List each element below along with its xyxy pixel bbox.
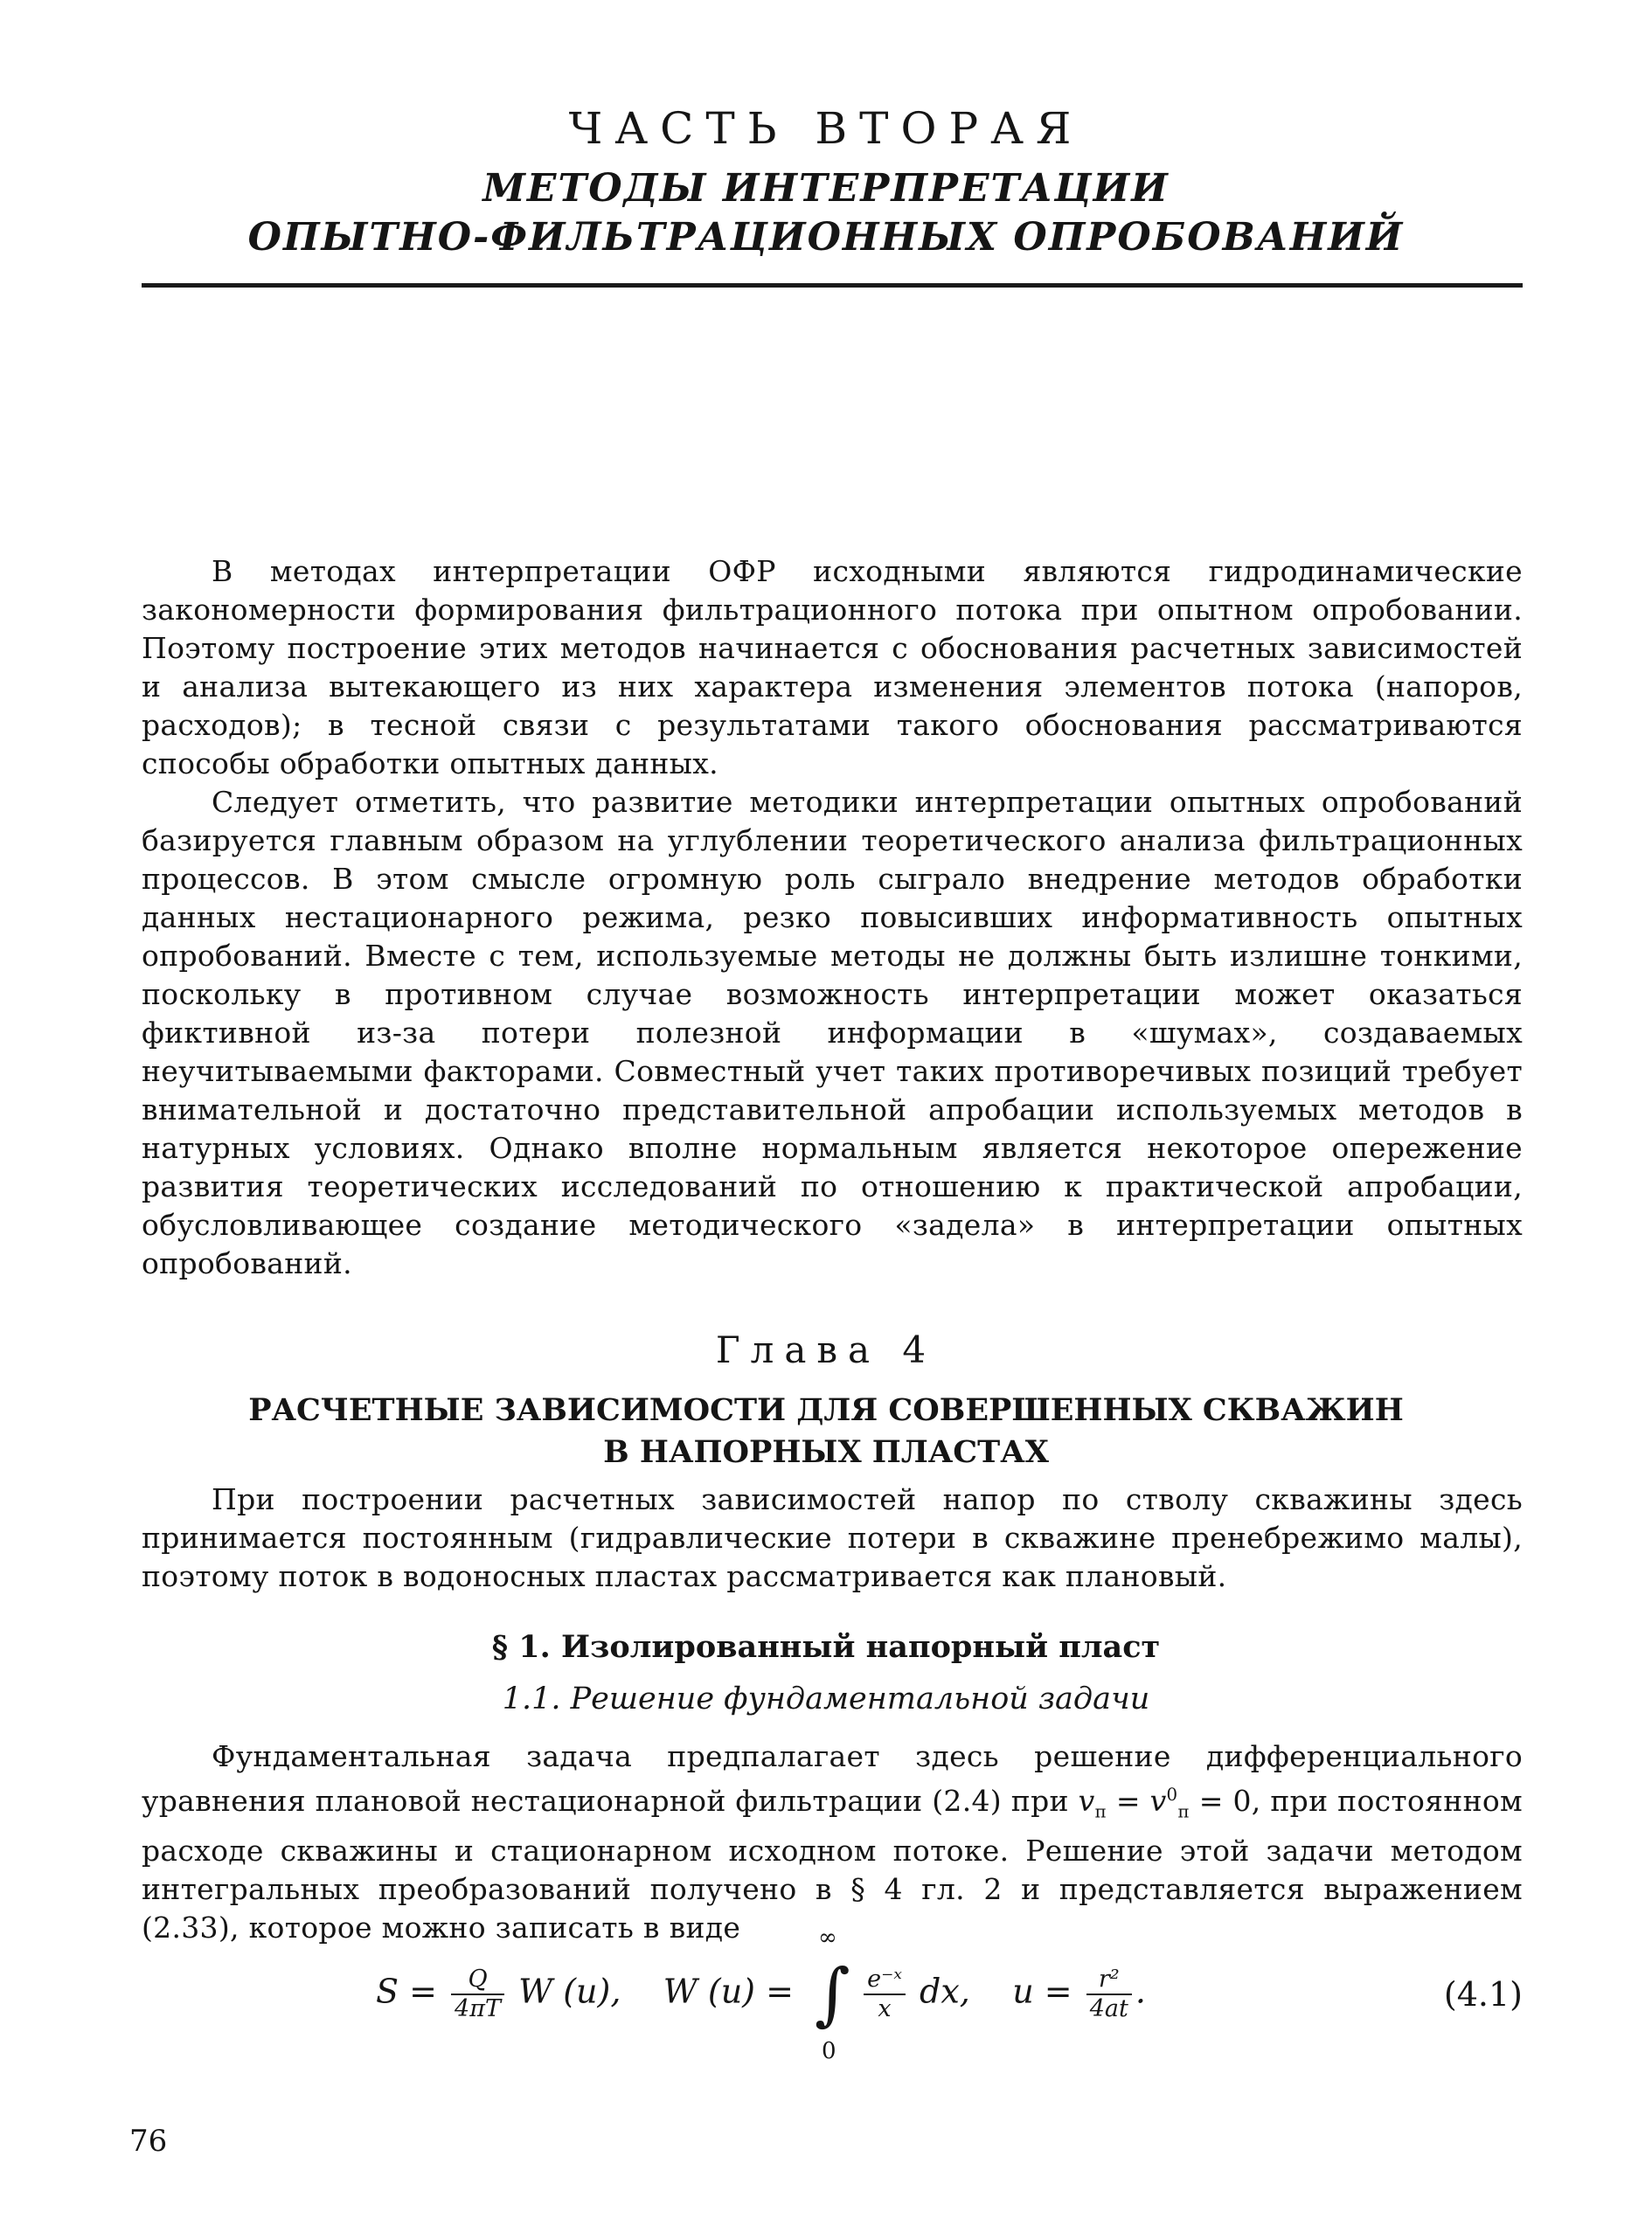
formula-fraction-r <box>1086 1966 1132 2023</box>
integral-symbol <box>809 1924 850 2064</box>
cond-sup-b: 0 <box>1166 1785 1178 1805</box>
formula-w1: W (u), <box>518 1972 621 2011</box>
equation-number: (4.1) <box>1443 1975 1523 2014</box>
formula-4-1 <box>376 1924 1523 2073</box>
subsection-title: 1.1. Решение фундаментальной задачи <box>502 1682 1150 1716</box>
chapter-paragraph: При построении расчетных зависимостей напор по стволу скважины здесь принимается постоянным (гидравлические потери в скважине пренебрежимо малы), поэтому поток в водоносных пластах рассматривается как плановый. <box>142 1482 1523 1593</box>
chapter-label: Глава 4 <box>715 1328 937 1371</box>
fraction-numerator: e⁻ˣ <box>864 1966 906 1995</box>
fraction-numerator: Q <box>451 1966 504 1995</box>
section-title: § 1. Изолированный напорный пласт <box>491 1629 1161 1665</box>
formula-dx: dx, <box>920 1972 970 2011</box>
title-rule <box>142 283 1523 288</box>
cond-var-a: v <box>1078 1784 1095 1818</box>
section-text-start: Фундаментальная задача предпалагает здесь решение дифференциального уравнения плановой нестационарной фильтрации (2.4) при <box>142 1739 1523 1818</box>
fraction-denominator: 4at <box>1089 1995 1128 2022</box>
formula-w2: W (u) = <box>663 1972 794 2011</box>
chapter-title-line2: В НАПОРНЫХ ПЛАСТАХ <box>603 1434 1049 1470</box>
intro-paragraph-1: В методах интерпретации ОФР исходными являются гидродинамические закономерности формирования фильтрационного потока при опытном опробовании. Поэтому построение этих методов начинается с обоснования расчетных зависимостей и анализа вытекающего из них характера изменения элементов потока (напоров, расходов); в тесной связи с результатами такого обоснования рассматриваются способы обработки опытных данных. <box>142 554 1523 780</box>
cond-eq: = v <box>1107 1784 1167 1818</box>
integral-lower-limit: 0 <box>822 2038 836 2064</box>
part-subtitle-line1: МЕТОДЫ ИНТЕРПРЕТАЦИИ <box>482 166 1170 211</box>
formula-lhs: S = <box>376 1972 437 2011</box>
formula-fraction-q <box>451 1966 504 2023</box>
cond-sub-a: п <box>1094 1801 1107 1822</box>
section-paragraph <box>142 1737 1523 1947</box>
formula-fraction-exp <box>864 1966 906 2023</box>
page-number: 76 <box>129 2124 168 2159</box>
cond-zero: = 0 <box>1189 1784 1252 1818</box>
cond-sub-b: п <box>1177 1801 1190 1822</box>
intro-paragraph-2: Следует отметить, что развитие методики интерпретации опытных опробований базируется главным образом на углублении теоретического анализа фильтрационных процессов. В этом смысле огромную роль сыграло внедрение методов обработки данных нестационарного режима, резко повысивших информативность опытных опробований. Вместе с тем, используемые методы не должны быть излишне тонкими, поскольку в противном случае возможность интерпретации может оказаться фиктивной из-за потери полезной информации в «шумах», создаваемых неучитываемыми факторами. Совместный учет таких противоречивых позиций требует внимательной и достаточно представительной апробации используемых методов в натурных условиях. Однако вполне нормальным является некоторое опережение развития теоретических исследований по отношению к практической апробации, обусловливающее создание методического «задела» в интерпретации опытных опробований. <box>142 785 1523 1280</box>
integral-sign: ∫ <box>815 1955 850 2034</box>
part-subtitle-line2: ОПЫТНО-ФИЛЬТРАЦИОННЫХ ОПРОБОВАНИЙ <box>247 215 1405 260</box>
formula-dot: . <box>1135 1972 1146 2011</box>
section-text-end: , при постоянном расходе скважины и стационарном исходном потоке. Решение этой задачи методом интегральных преобразований получено в § 4 гл. 2 и представляется выражением (2.33), которое можно записать в виде <box>142 1784 1523 1945</box>
integral-upper-limit: ∞ <box>818 1924 837 1951</box>
part-title: ЧАСТЬ ВТОРАЯ <box>568 103 1084 154</box>
chapter-title-line1: РАСЧЕТНЫЕ ЗАВИСИМОСТИ ДЛЯ СОВЕРШЕННЫХ СКВАЖИН <box>248 1392 1404 1428</box>
fraction-numerator: r² <box>1086 1966 1132 1995</box>
formula-u: u = <box>1012 1972 1072 2011</box>
fraction-denominator: x <box>878 1995 892 2022</box>
fraction-denominator: 4πT <box>455 1995 501 2022</box>
